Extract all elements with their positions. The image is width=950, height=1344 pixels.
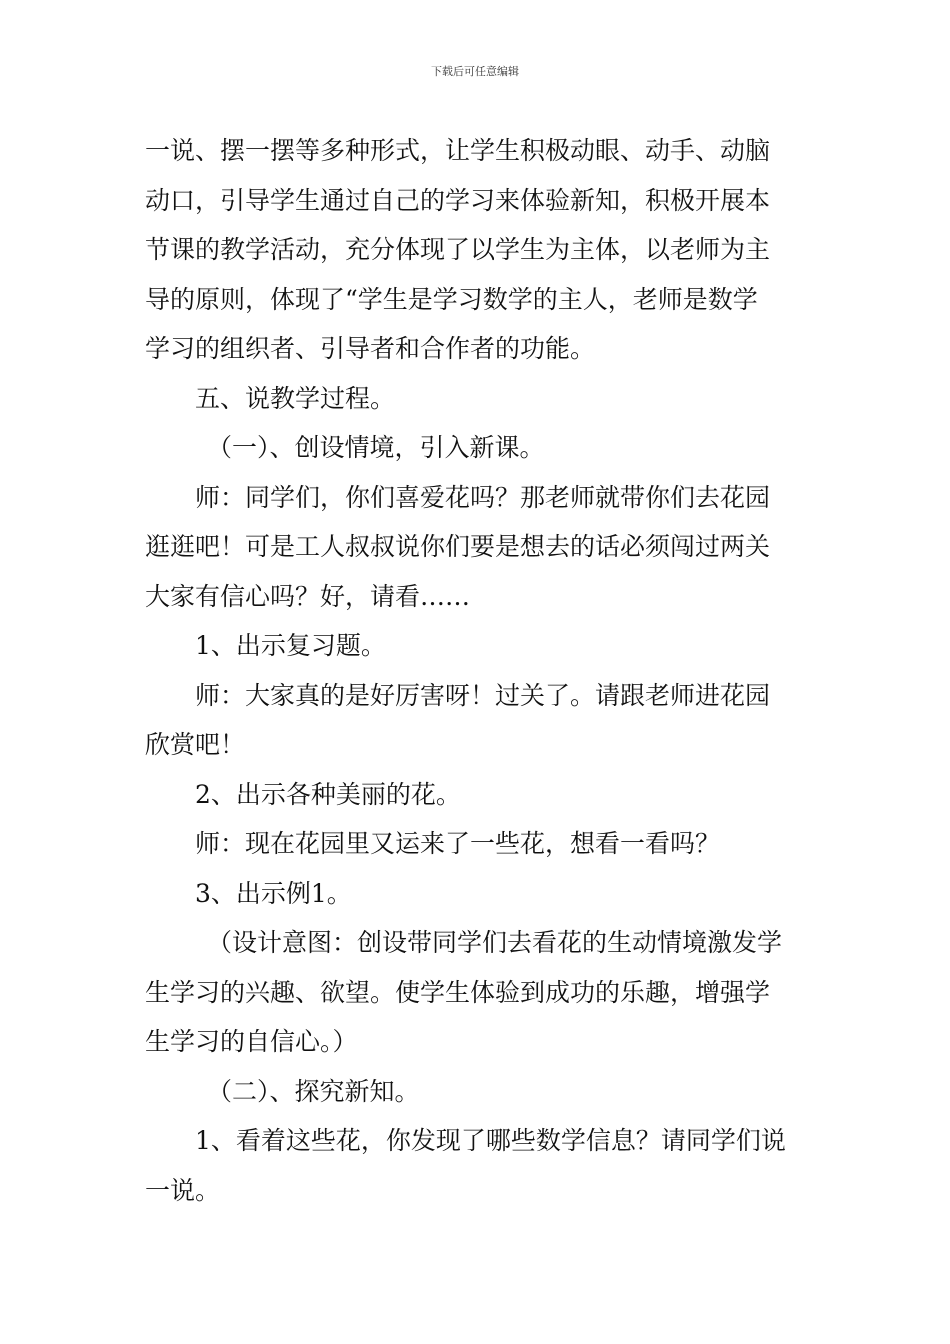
text-line: （设计意图：创设带同学们去看花的生动情境激发学 bbox=[207, 928, 783, 957]
text-line: 生学习的兴趣、欲望。使学生体验到成功的乐趣，增强学 bbox=[145, 977, 771, 1007]
list-item: 3、出示例1。 bbox=[195, 878, 352, 908]
text-line: 一说。 bbox=[145, 1175, 221, 1205]
list-item: 1、看着这些花，你发现了哪些数学信息？请同学们说 bbox=[195, 1126, 786, 1155]
text-line: 欣赏吧！ bbox=[145, 730, 246, 759]
text-line: 节课的教学活动，充分体现了以学生为主体，以老师为主 bbox=[145, 235, 771, 264]
text-line: 生学习的自信心。） bbox=[145, 1027, 358, 1056]
page-header: 下载后可任意编辑 bbox=[431, 65, 519, 78]
text-line: 大家有信心吗？好，请看…… bbox=[145, 581, 471, 611]
text-line: 导的原则，体现了“学生是学习数学的主人，老师是数学 bbox=[145, 284, 758, 314]
text-line: 一说、摆一摆等多种形式，让学生积极动眼、动手、动脑 bbox=[145, 136, 771, 165]
text-line: 师：同学们，你们喜爱花吗？那老师就带你们去花园 bbox=[195, 482, 771, 512]
subsection-heading: （一）、创设情境，引入新课。 bbox=[207, 433, 545, 462]
text-line: 学习的组织者、引导者和合作者的功能。 bbox=[145, 334, 596, 363]
body-text bbox=[145, 126, 815, 1215]
section-heading: 五、说教学过程。 bbox=[195, 383, 396, 413]
text-line: 逛逛吧！可是工人叔叔说你们要是想去的话必须闯过两关 bbox=[145, 532, 771, 561]
text-line: 师：现在花园里又运来了一些花，想看一看吗？ bbox=[195, 829, 721, 858]
list-item: 1、出示复习题。 bbox=[195, 631, 386, 660]
text-line: 动口，引导学生通过自己的学习来体验新知，积极开展本 bbox=[145, 185, 771, 215]
subsection-heading: （二）、探究新知。 bbox=[207, 1076, 420, 1106]
list-item: 2、出示各种美丽的花。 bbox=[195, 779, 461, 809]
text-line: 师：大家真的是好厉害呀！过关了。请跟老师进花园 bbox=[195, 680, 771, 710]
